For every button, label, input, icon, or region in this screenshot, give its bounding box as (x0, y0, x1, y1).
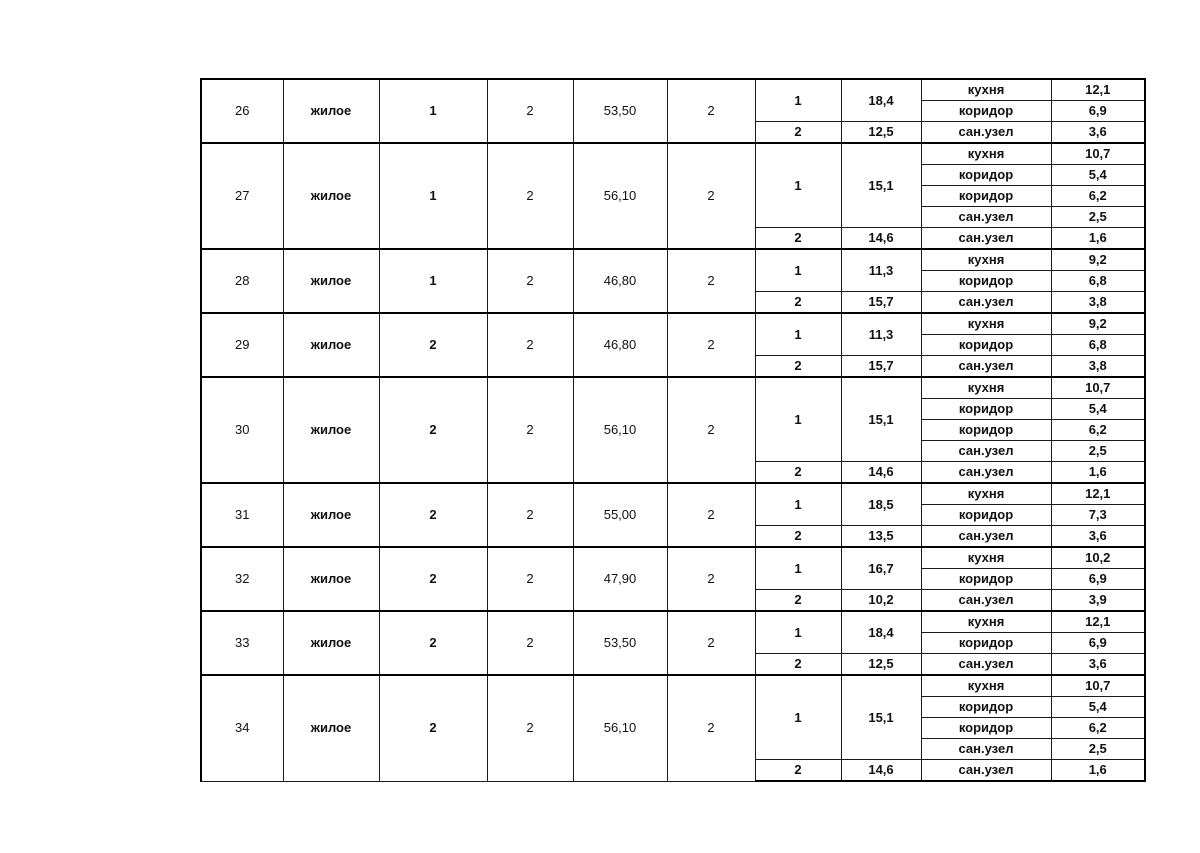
apartment-type-cell: жилое (283, 143, 379, 249)
room-number-cell: 2 (755, 356, 841, 378)
aux-room-area-cell: 6,2 (1051, 718, 1145, 739)
aux-room-name-cell: коридор (921, 420, 1051, 441)
aux-room-area-cell: 5,4 (1051, 399, 1145, 420)
aux-room-area-cell: 2,5 (1051, 441, 1145, 462)
aux-room-name-cell: сан.узел (921, 122, 1051, 144)
room-area-cell: 16,7 (841, 547, 921, 590)
room-number-cell: 1 (755, 483, 841, 526)
aux-room-name-cell: коридор (921, 165, 1051, 186)
aux-room-name-cell: кухня (921, 249, 1051, 271)
room-area-cell: 14,6 (841, 760, 921, 782)
aux-room-name-cell: сан.узел (921, 228, 1051, 250)
aux-room-name-cell: кухня (921, 483, 1051, 505)
aux-room-name-cell: коридор (921, 186, 1051, 207)
section-cell: 2 (379, 675, 487, 781)
aux-room-area-cell: 10,7 (1051, 377, 1145, 399)
aux-room-name-cell: кухня (921, 377, 1051, 399)
aux-room-area-cell: 6,2 (1051, 186, 1145, 207)
floor-cell: 2 (487, 143, 573, 249)
aux-room-name-cell: сан.узел (921, 462, 1051, 484)
room-number-cell: 1 (755, 377, 841, 462)
room-number-cell: 1 (755, 547, 841, 590)
aux-room-name-cell: коридор (921, 697, 1051, 718)
apartment-number-cell: 29 (201, 313, 283, 377)
room-area-cell: 11,3 (841, 313, 921, 356)
room-count-cell: 2 (667, 483, 755, 547)
total-area-cell: 53,50 (573, 79, 667, 143)
aux-room-area-cell: 3,6 (1051, 122, 1145, 144)
aux-room-area-cell: 9,2 (1051, 249, 1145, 271)
floor-cell: 2 (487, 79, 573, 143)
table-row (201, 249, 1145, 271)
room-number-cell: 2 (755, 760, 841, 782)
aux-room-name-cell: кухня (921, 143, 1051, 165)
total-area-cell: 55,00 (573, 483, 667, 547)
room-area-cell: 15,1 (841, 377, 921, 462)
aux-room-area-cell: 6,9 (1051, 633, 1145, 654)
apartment-type-cell: жилое (283, 313, 379, 377)
section-cell: 1 (379, 143, 487, 249)
total-area-cell: 53,50 (573, 611, 667, 675)
aux-room-area-cell: 6,9 (1051, 101, 1145, 122)
aux-room-area-cell: 10,2 (1051, 547, 1145, 569)
room-area-cell: 14,6 (841, 462, 921, 484)
aux-room-area-cell: 10,7 (1051, 675, 1145, 697)
aux-room-name-cell: коридор (921, 335, 1051, 356)
aux-room-name-cell: коридор (921, 505, 1051, 526)
apartment-table (200, 78, 1146, 782)
aux-room-area-cell: 3,9 (1051, 590, 1145, 612)
aux-room-area-cell: 6,8 (1051, 271, 1145, 292)
room-area-cell: 11,3 (841, 249, 921, 292)
section-cell: 2 (379, 547, 487, 611)
aux-room-area-cell: 10,7 (1051, 143, 1145, 165)
table-row (201, 143, 1145, 165)
floor-cell: 2 (487, 313, 573, 377)
table-row (201, 547, 1145, 569)
room-count-cell: 2 (667, 143, 755, 249)
floor-cell: 2 (487, 483, 573, 547)
room-area-cell: 15,7 (841, 292, 921, 314)
apartment-type-cell: жилое (283, 547, 379, 611)
aux-room-name-cell: сан.узел (921, 441, 1051, 462)
section-cell: 1 (379, 249, 487, 313)
aux-room-name-cell: коридор (921, 271, 1051, 292)
table-row (201, 675, 1145, 697)
aux-room-area-cell: 1,6 (1051, 228, 1145, 250)
aux-room-area-cell: 3,8 (1051, 292, 1145, 314)
section-cell: 2 (379, 611, 487, 675)
total-area-cell: 46,80 (573, 313, 667, 377)
aux-room-area-cell: 6,8 (1051, 335, 1145, 356)
apartment-type-cell: жилое (283, 611, 379, 675)
room-count-cell: 2 (667, 611, 755, 675)
room-number-cell: 1 (755, 611, 841, 654)
room-number-cell: 1 (755, 143, 841, 228)
apartment-number-cell: 26 (201, 79, 283, 143)
room-area-cell: 15,1 (841, 675, 921, 760)
aux-room-area-cell: 7,3 (1051, 505, 1145, 526)
aux-room-name-cell: кухня (921, 547, 1051, 569)
table-row (201, 483, 1145, 505)
room-count-cell: 2 (667, 675, 755, 781)
aux-room-name-cell: кухня (921, 675, 1051, 697)
floor-cell: 2 (487, 377, 573, 483)
aux-room-area-cell: 1,6 (1051, 760, 1145, 782)
table-row (201, 377, 1145, 399)
total-area-cell: 56,10 (573, 143, 667, 249)
aux-room-name-cell: сан.узел (921, 207, 1051, 228)
room-area-cell: 14,6 (841, 228, 921, 250)
aux-room-area-cell: 5,4 (1051, 165, 1145, 186)
room-count-cell: 2 (667, 547, 755, 611)
aux-room-area-cell: 9,2 (1051, 313, 1145, 335)
apartment-type-cell: жилое (283, 249, 379, 313)
aux-room-area-cell: 2,5 (1051, 207, 1145, 228)
aux-room-area-cell: 3,8 (1051, 356, 1145, 378)
room-area-cell: 12,5 (841, 654, 921, 676)
apartment-number-cell: 33 (201, 611, 283, 675)
room-number-cell: 2 (755, 292, 841, 314)
apartment-type-cell: жилое (283, 483, 379, 547)
room-number-cell: 2 (755, 590, 841, 612)
total-area-cell: 47,90 (573, 547, 667, 611)
aux-room-name-cell: кухня (921, 79, 1051, 101)
apartment-number-cell: 31 (201, 483, 283, 547)
aux-room-area-cell: 2,5 (1051, 739, 1145, 760)
aux-room-name-cell: сан.узел (921, 590, 1051, 612)
aux-room-area-cell: 12,1 (1051, 79, 1145, 101)
aux-room-area-cell: 12,1 (1051, 611, 1145, 633)
room-count-cell: 2 (667, 377, 755, 483)
apartment-number-cell: 27 (201, 143, 283, 249)
apartment-number-cell: 28 (201, 249, 283, 313)
room-number-cell: 2 (755, 462, 841, 484)
table-row (201, 611, 1145, 633)
total-area-cell: 46,80 (573, 249, 667, 313)
room-area-cell: 18,5 (841, 483, 921, 526)
floor-cell: 2 (487, 249, 573, 313)
room-number-cell: 2 (755, 526, 841, 548)
apartment-number-cell: 34 (201, 675, 283, 781)
aux-room-area-cell: 3,6 (1051, 526, 1145, 548)
table-row (201, 79, 1145, 101)
table-row (201, 313, 1145, 335)
aux-room-name-cell: кухня (921, 313, 1051, 335)
total-area-cell: 56,10 (573, 675, 667, 781)
room-area-cell: 18,4 (841, 79, 921, 122)
room-number-cell: 1 (755, 675, 841, 760)
aux-room-name-cell: сан.узел (921, 739, 1051, 760)
aux-room-name-cell: сан.узел (921, 356, 1051, 378)
aux-room-area-cell: 6,9 (1051, 569, 1145, 590)
apartment-type-cell: жилое (283, 377, 379, 483)
aux-room-name-cell: сан.узел (921, 654, 1051, 676)
aux-room-name-cell: сан.узел (921, 760, 1051, 782)
aux-room-area-cell: 1,6 (1051, 462, 1145, 484)
room-number-cell: 1 (755, 79, 841, 122)
aux-room-area-cell: 5,4 (1051, 697, 1145, 718)
room-area-cell: 12,5 (841, 122, 921, 144)
room-count-cell: 2 (667, 249, 755, 313)
aux-room-area-cell: 12,1 (1051, 483, 1145, 505)
apartment-table-body (201, 79, 1145, 781)
section-cell: 1 (379, 79, 487, 143)
room-count-cell: 2 (667, 79, 755, 143)
aux-room-name-cell: коридор (921, 399, 1051, 420)
room-number-cell: 2 (755, 122, 841, 144)
floor-cell: 2 (487, 675, 573, 781)
room-number-cell: 2 (755, 654, 841, 676)
room-area-cell: 15,7 (841, 356, 921, 378)
aux-room-name-cell: коридор (921, 569, 1051, 590)
room-area-cell: 15,1 (841, 143, 921, 228)
section-cell: 2 (379, 377, 487, 483)
aux-room-name-cell: коридор (921, 718, 1051, 739)
room-area-cell: 10,2 (841, 590, 921, 612)
room-area-cell: 18,4 (841, 611, 921, 654)
floor-cell: 2 (487, 547, 573, 611)
floor-cell: 2 (487, 611, 573, 675)
aux-room-area-cell: 6,2 (1051, 420, 1145, 441)
room-count-cell: 2 (667, 313, 755, 377)
apartment-number-cell: 32 (201, 547, 283, 611)
aux-room-area-cell: 3,6 (1051, 654, 1145, 676)
apartment-number-cell: 30 (201, 377, 283, 483)
room-number-cell: 1 (755, 313, 841, 356)
room-number-cell: 2 (755, 228, 841, 250)
section-cell: 2 (379, 483, 487, 547)
total-area-cell: 56,10 (573, 377, 667, 483)
section-cell: 2 (379, 313, 487, 377)
aux-room-name-cell: коридор (921, 101, 1051, 122)
apartment-type-cell: жилое (283, 675, 379, 781)
aux-room-name-cell: кухня (921, 611, 1051, 633)
aux-room-name-cell: сан.узел (921, 526, 1051, 548)
room-number-cell: 1 (755, 249, 841, 292)
apartment-type-cell: жилое (283, 79, 379, 143)
aux-room-name-cell: коридор (921, 633, 1051, 654)
room-area-cell: 13,5 (841, 526, 921, 548)
aux-room-name-cell: сан.узел (921, 292, 1051, 314)
